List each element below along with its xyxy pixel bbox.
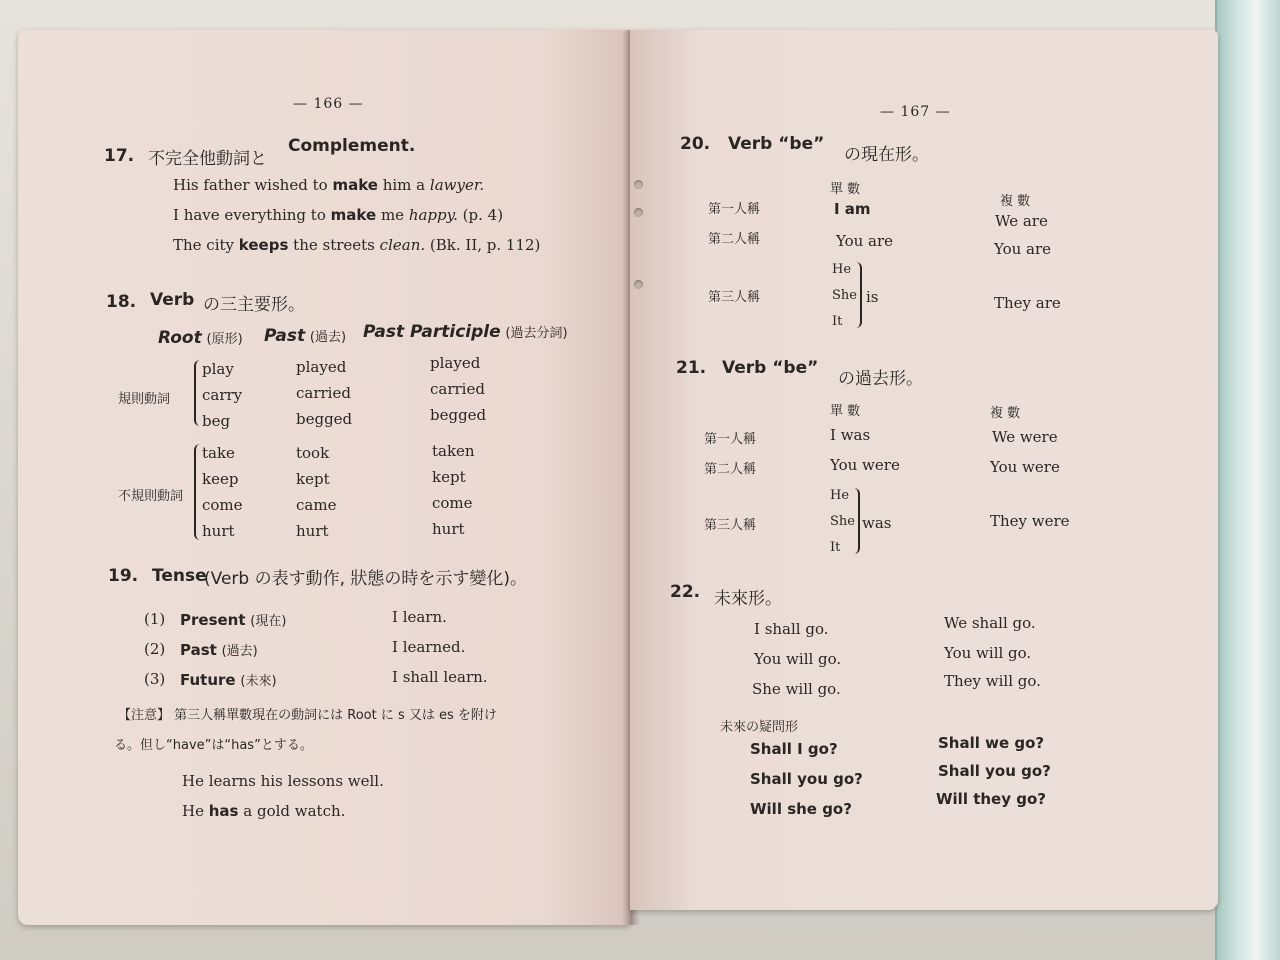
question-sentence: Shall I go? bbox=[750, 740, 838, 758]
section-number: 20. bbox=[680, 134, 711, 154]
brace bbox=[194, 360, 202, 426]
section-number: 17. bbox=[104, 146, 135, 166]
future-sentence: They will go. bbox=[944, 672, 1041, 690]
conjugation: They are bbox=[994, 294, 1061, 312]
table-cell: hurt bbox=[296, 522, 329, 540]
table-cell: taken bbox=[432, 442, 475, 460]
section-title-jp: の過去形。 bbox=[838, 369, 923, 389]
table-cell: begged bbox=[430, 406, 487, 424]
binding-hole bbox=[634, 208, 643, 217]
tense-number: (2) bbox=[144, 640, 166, 658]
future-sentence: We shall go. bbox=[944, 614, 1036, 632]
conjugation: We are bbox=[995, 212, 1048, 230]
subject: He bbox=[832, 262, 852, 277]
future-sentence: She will go. bbox=[752, 680, 841, 698]
brace bbox=[194, 444, 202, 540]
table-cell: carried bbox=[430, 380, 485, 398]
tense-label: Future (未來) bbox=[180, 671, 277, 689]
future-sentence: You will go. bbox=[944, 644, 1032, 662]
tense-label: Past (過去) bbox=[180, 641, 258, 659]
table-cell: came bbox=[296, 496, 337, 514]
question-sentence: Will they go? bbox=[936, 790, 1046, 808]
subject: She bbox=[832, 288, 857, 303]
subject: It bbox=[832, 314, 843, 329]
person-label: 第三人稱 bbox=[704, 518, 757, 533]
section-number: 19. bbox=[108, 566, 139, 586]
table-cell: begged bbox=[296, 410, 353, 428]
example-sentence: His father wished to make him a lawyer. bbox=[173, 176, 485, 194]
column-header-singular: 單 數 bbox=[830, 404, 861, 419]
section-number: 21. bbox=[676, 358, 707, 378]
question-form-label: 未來の疑問形 bbox=[720, 720, 799, 735]
table-cell: hurt bbox=[202, 522, 235, 540]
tense-number: (3) bbox=[144, 670, 166, 688]
section-number: 18. bbox=[106, 292, 137, 312]
open-book bbox=[18, 30, 1218, 925]
conjugation: They were bbox=[990, 512, 1070, 530]
tense-number: (1) bbox=[144, 610, 166, 628]
question-sentence: Shall we go? bbox=[938, 734, 1045, 752]
person-label: 第二人稱 bbox=[704, 462, 757, 477]
future-sentence: You will go. bbox=[754, 650, 842, 668]
future-sentence: I shall go. bbox=[754, 620, 829, 638]
section-number: 22. bbox=[670, 582, 701, 602]
person-label: 第三人稱 bbox=[708, 290, 761, 305]
note-line: る。但し“have”は“has”とする。 bbox=[114, 738, 313, 753]
subject: It bbox=[830, 540, 841, 555]
question-sentence: Shall you go? bbox=[938, 762, 1051, 780]
example-sentence: The city keeps the streets clean. (Bk. II, p. 112) bbox=[173, 236, 541, 254]
section-title-jp: 未來形。 bbox=[714, 589, 782, 609]
table-cell: take bbox=[202, 444, 235, 462]
binding-hole bbox=[634, 280, 643, 289]
glass-pane bbox=[1215, 0, 1280, 960]
section-title-jp: の現在形。 bbox=[844, 145, 929, 165]
table-cell: hurt bbox=[432, 520, 465, 538]
column-header-plural: 複 數 bbox=[1000, 194, 1031, 209]
person-label: 第一人稱 bbox=[708, 202, 761, 217]
page-number-right: — 167 — bbox=[880, 104, 951, 120]
table-cell: played bbox=[430, 354, 481, 372]
regular-verbs-label: 規則動詞 bbox=[118, 392, 171, 407]
table-cell: played bbox=[296, 358, 347, 376]
column-header-plural: 複 數 bbox=[990, 406, 1021, 421]
irregular-verbs-label: 不規則動詞 bbox=[118, 489, 184, 504]
conjugation: I am bbox=[834, 200, 871, 218]
note-line: 【注意】 第三人稱單數現在の動詞には Root に s 又は es を附け bbox=[118, 708, 497, 723]
column-header-root: Root (原形) bbox=[158, 328, 243, 348]
conjugation: is bbox=[866, 288, 879, 306]
left-page bbox=[18, 30, 630, 925]
conjugation: was bbox=[862, 514, 892, 532]
column-header-singular: 單 數 bbox=[830, 182, 861, 197]
table-cell: kept bbox=[296, 470, 330, 488]
person-label: 第二人稱 bbox=[708, 232, 761, 247]
column-header-past-participle: Past Participle (過去分詞) bbox=[363, 322, 568, 342]
page-number-left: — 166 — bbox=[293, 96, 364, 112]
section-title-en: Verb “be” bbox=[722, 358, 819, 378]
section-title-en: Verb bbox=[150, 290, 195, 310]
example-sentence: I have everything to make me happy. (p. 4) bbox=[173, 206, 504, 224]
section-title-jp: (Verb の表す動作, 狀態の時を示す變化)。 bbox=[204, 569, 528, 589]
table-cell: carried bbox=[296, 384, 351, 402]
right-page bbox=[630, 30, 1218, 910]
conjugation: You were bbox=[830, 456, 900, 474]
conjugation: You are bbox=[836, 232, 894, 250]
table-cell: beg bbox=[202, 412, 231, 430]
brace bbox=[852, 488, 860, 554]
section-title-jp: 不完全他動詞と bbox=[148, 149, 267, 169]
tense-example: I shall learn. bbox=[392, 668, 488, 686]
table-cell: come bbox=[432, 494, 473, 512]
conjugation: You were bbox=[990, 458, 1060, 476]
subject: He bbox=[830, 488, 850, 503]
table-cell: took bbox=[296, 444, 330, 462]
column-header-past: Past (過去) bbox=[264, 326, 347, 346]
tense-example: I learned. bbox=[392, 638, 466, 656]
conjugation: I was bbox=[830, 426, 871, 444]
brace bbox=[854, 262, 862, 328]
binding-hole bbox=[634, 180, 643, 189]
table-cell: come bbox=[202, 496, 243, 514]
conjugation: You are bbox=[994, 240, 1052, 258]
table-cell: kept bbox=[432, 468, 466, 486]
section-title-en: Verb “be” bbox=[728, 134, 825, 154]
tense-label: Present (現在) bbox=[180, 611, 287, 629]
section-title-jp: の三主要形。 bbox=[203, 295, 305, 315]
tense-example: I learn. bbox=[392, 608, 447, 626]
conjugation: We were bbox=[992, 428, 1058, 446]
question-sentence: Will she go? bbox=[750, 800, 852, 818]
table-cell: keep bbox=[202, 470, 239, 488]
subject: She bbox=[830, 514, 855, 529]
example-sentence: He has a gold watch. bbox=[182, 802, 346, 820]
person-label: 第一人稱 bbox=[704, 432, 757, 447]
table-cell: carry bbox=[202, 386, 243, 404]
section-title-en: Tense bbox=[152, 566, 207, 586]
example-sentence: He learns his lessons well. bbox=[182, 772, 384, 790]
question-sentence: Shall you go? bbox=[750, 770, 863, 788]
table-cell: play bbox=[202, 360, 234, 378]
section-title-en: Complement. bbox=[288, 136, 416, 156]
